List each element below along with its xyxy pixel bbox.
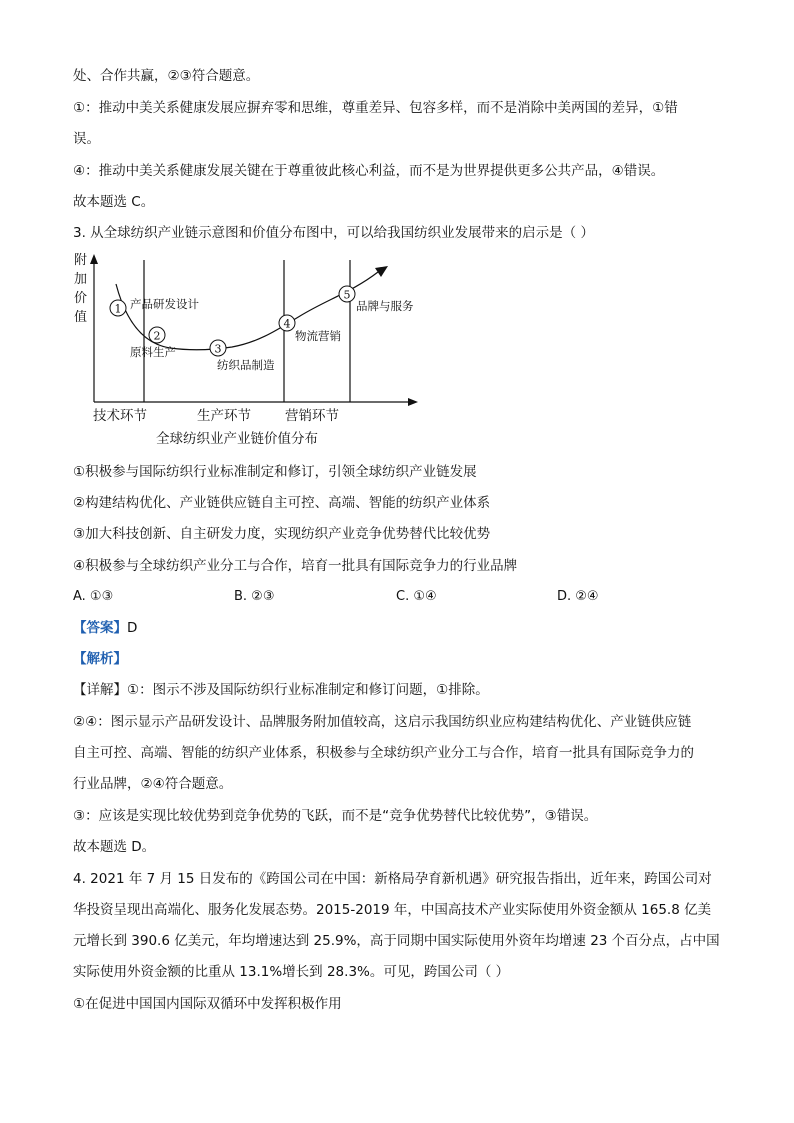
point-number: 4 <box>283 317 291 331</box>
point-label: 物流营销 <box>295 329 341 343</box>
answer-line <box>73 618 733 638</box>
question-4-statement-1: ①在促进中国国内国际双循环中发挥积极作用 <box>73 996 342 1012</box>
option-d: D. ②④ <box>557 589 599 604</box>
stage-label: 技术环节 <box>93 408 147 424</box>
stage-label: 生产环节 <box>197 408 251 424</box>
statement-2: ②构建结构优化、产业链供应链自主可控、高端、智能的纺织产业体系 <box>73 495 491 511</box>
statement-3: ③加大科技创新、自主研发力度，实现纺织产业竞争优势替代比较优势 <box>73 526 491 542</box>
explanation-line: 自主可控、高端、智能的纺织产业体系，积极参与全球纺织产业分工与合作，培育一批具有国际竞争力的 <box>73 745 694 761</box>
point-label: 纺织品制造 <box>217 358 275 372</box>
point-label: 原料生产 <box>130 345 176 359</box>
stage-label: 营销环节 <box>285 408 339 424</box>
point-label: 品牌与服务 <box>356 299 414 313</box>
y-axis-label-char: 价 <box>74 291 88 306</box>
question-4-stem: 4. 2021 年 7 月 15 日发布的《跨国公司在中国：新格局孕育新机遇》研究报告指出，近年来，跨国公司对 <box>73 871 712 887</box>
point-number: 3 <box>214 342 222 356</box>
explanation-line: ②④：图示显示产品研发设计、品牌服务附加值较高，这启示我国纺织业应构建结构优化、产业链供应链 <box>73 714 692 730</box>
statement-4: ④积极参与全球纺织产业分工与合作，培育一批具有国际竞争力的行业品牌 <box>73 558 518 574</box>
curve-arrow <box>375 266 388 277</box>
statement-1: ①积极参与国际纺织行业标准制定和修订，引领全球纺织产业链发展 <box>73 464 477 480</box>
question-4-stem: 元增长到 390.6 亿美元，年均增速达到 25.9%，高于同期中国实际使用外资年均增速 23 个百分点，占中国 <box>73 933 720 949</box>
diagram-caption: 全球纺织业产业链价值分布 <box>156 431 318 447</box>
text-line: ①：推动中美关系健康发展应摒弃零和思维，尊重差异、包容多样，而不是消除中美两国的差异，①错 <box>73 100 678 116</box>
text-line: 误。 <box>73 131 100 147</box>
y-axis-label-char: 加 <box>74 272 88 287</box>
y-axis-arrow <box>90 254 98 264</box>
text-line: 处、合作共赢，②③符合题意。 <box>73 68 260 84</box>
text-line: 故本题选 C。 <box>73 194 155 210</box>
explanation-line: ③：应该是实现比较优势到竞争优势的飞跃，而不是“竞争优势替代比较优势”，③错误。 <box>73 808 598 824</box>
explanation-line: 行业品牌，②④符合题意。 <box>73 776 233 792</box>
option-a: A. ①③ <box>73 589 114 604</box>
point-number: 5 <box>343 288 351 302</box>
option-c: C. ①④ <box>396 589 437 604</box>
question-4-stem: 华投资呈现出高端化、服务化发展态势。2015-2019 年，中国高技术产业实际使用外资金额从 165.8 亿美 <box>73 902 712 918</box>
point-number: 1 <box>114 302 122 316</box>
answer-value: D <box>127 620 138 636</box>
y-axis-label-char: 附 <box>74 253 88 268</box>
y-axis-label-char: 值 <box>74 310 88 325</box>
analysis-line <box>73 649 733 669</box>
point-label: 产品研发设计 <box>130 297 199 311</box>
question-3-stem: 3. 从全球纺织产业链示意图和价值分布图中，可以给我国纺织业发展带来的启示是（ ） <box>73 225 594 241</box>
explanation-line: 故本题选 D。 <box>73 839 156 855</box>
answer-tag: 【答案】 <box>73 620 127 636</box>
text-line: ④：推动中美关系健康发展关键在于尊重彼此核心利益，而不是为世界提供更多公共产品，④错误。 <box>73 163 665 179</box>
option-b: B. ②③ <box>234 589 275 604</box>
x-axis-arrow <box>408 398 418 406</box>
value-chain-diagram <box>70 252 430 454</box>
analysis-tag: 【解析】 <box>73 651 127 667</box>
explanation-line: 【详解】①：图示不涉及国际纺织行业标准制定和修订问题，①排除。 <box>73 682 489 698</box>
point-number: 2 <box>153 329 161 343</box>
question-4-stem: 实际使用外资金额的比重从 13.1%增长到 28.3%。可见，跨国公司（ ） <box>73 964 510 980</box>
